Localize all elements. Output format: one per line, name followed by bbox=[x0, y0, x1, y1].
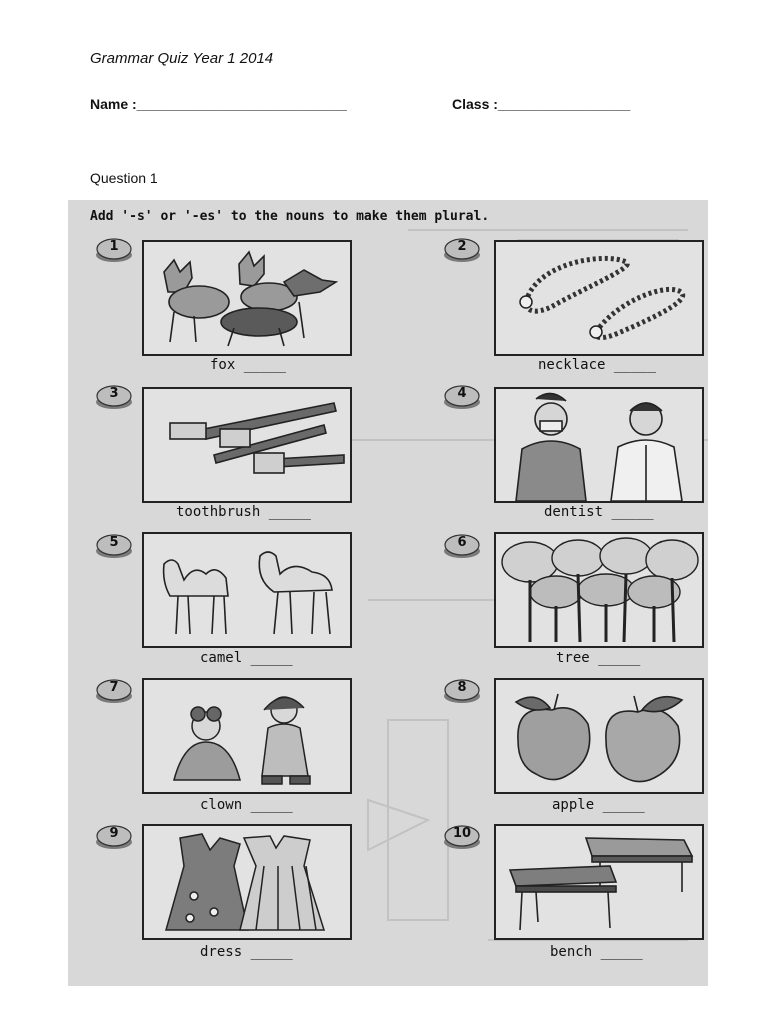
dress-picture bbox=[142, 824, 352, 940]
noun-word-line bbox=[210, 357, 286, 373]
camel-picture bbox=[142, 532, 352, 648]
item-number-badge: 2 bbox=[442, 237, 482, 265]
noun-word: tree bbox=[556, 650, 590, 666]
dentist-icon bbox=[496, 389, 702, 501]
answer-blank[interactable]: _____ bbox=[600, 944, 643, 960]
noun-word: toothbrush bbox=[176, 504, 261, 520]
quiz-title: Grammar Quiz Year 1 2014 bbox=[90, 50, 274, 67]
answer-blank[interactable]: _____ bbox=[598, 650, 641, 666]
answer-blank[interactable]: _____ bbox=[613, 357, 657, 373]
noun-word: dress bbox=[200, 944, 243, 960]
class-field-label: Class :_________________ bbox=[452, 96, 631, 112]
noun-word-line bbox=[200, 650, 293, 666]
necklace-icon bbox=[496, 242, 702, 354]
noun-word-line bbox=[176, 504, 311, 520]
item-number-badge: 5 bbox=[94, 533, 134, 561]
fox-picture bbox=[142, 240, 352, 356]
noun-word-line bbox=[550, 944, 643, 960]
item-number-badge: 6 bbox=[442, 533, 482, 561]
answer-blank[interactable]: _____ bbox=[268, 504, 311, 520]
tree-picture bbox=[494, 532, 704, 648]
answer-blank[interactable]: _____ bbox=[250, 944, 293, 960]
necklace-picture bbox=[494, 240, 704, 356]
dress-icon bbox=[144, 826, 350, 938]
answer-blank[interactable]: _____ bbox=[611, 504, 654, 520]
item-number-badge: 1 bbox=[94, 237, 134, 265]
tree-icon bbox=[496, 534, 702, 646]
question-heading: Question 1 bbox=[90, 170, 158, 186]
item-number-badge: 10 bbox=[442, 824, 482, 852]
apple-picture bbox=[494, 678, 704, 794]
toothbrush-picture bbox=[142, 387, 352, 503]
toothbrush-icon bbox=[144, 389, 350, 501]
apple-icon bbox=[496, 680, 702, 792]
clown-icon bbox=[144, 680, 350, 792]
clown-picture bbox=[142, 678, 352, 794]
item-number-badge: 3 bbox=[94, 384, 134, 412]
answer-blank[interactable]: _____ bbox=[250, 650, 293, 666]
worksheet-scan bbox=[68, 200, 708, 986]
noun-word: necklace bbox=[538, 357, 606, 373]
noun-word: camel bbox=[200, 650, 243, 666]
bench-icon bbox=[496, 826, 702, 938]
noun-word: fox bbox=[210, 357, 236, 373]
name-field-label: Name :___________________________ bbox=[90, 96, 347, 112]
item-number-badge: 9 bbox=[94, 824, 134, 852]
item-number-badge: 8 bbox=[442, 678, 482, 706]
item-number-badge: 4 bbox=[442, 384, 482, 412]
noun-word: apple bbox=[552, 797, 595, 813]
noun-word-line bbox=[538, 357, 656, 373]
noun-word-line bbox=[552, 797, 645, 813]
noun-word: bench bbox=[550, 944, 593, 960]
camel-icon bbox=[144, 534, 350, 646]
noun-word-line bbox=[544, 504, 654, 520]
answer-blank[interactable]: _____ bbox=[602, 797, 645, 813]
answer-blank[interactable]: _____ bbox=[243, 357, 286, 373]
bench-picture bbox=[494, 824, 704, 940]
noun-word: clown bbox=[200, 797, 243, 813]
noun-word-line bbox=[556, 650, 640, 666]
answer-blank[interactable]: _____ bbox=[250, 797, 293, 813]
noun-word-line bbox=[200, 944, 293, 960]
noun-word-line bbox=[200, 797, 293, 813]
instruction-text: Add '-s' or '-es' to the nouns to make them plural. bbox=[90, 209, 490, 224]
item-number-badge: 7 bbox=[94, 678, 134, 706]
dentist-picture bbox=[494, 387, 704, 503]
fox-icon bbox=[144, 242, 350, 354]
noun-word: dentist bbox=[544, 504, 604, 520]
